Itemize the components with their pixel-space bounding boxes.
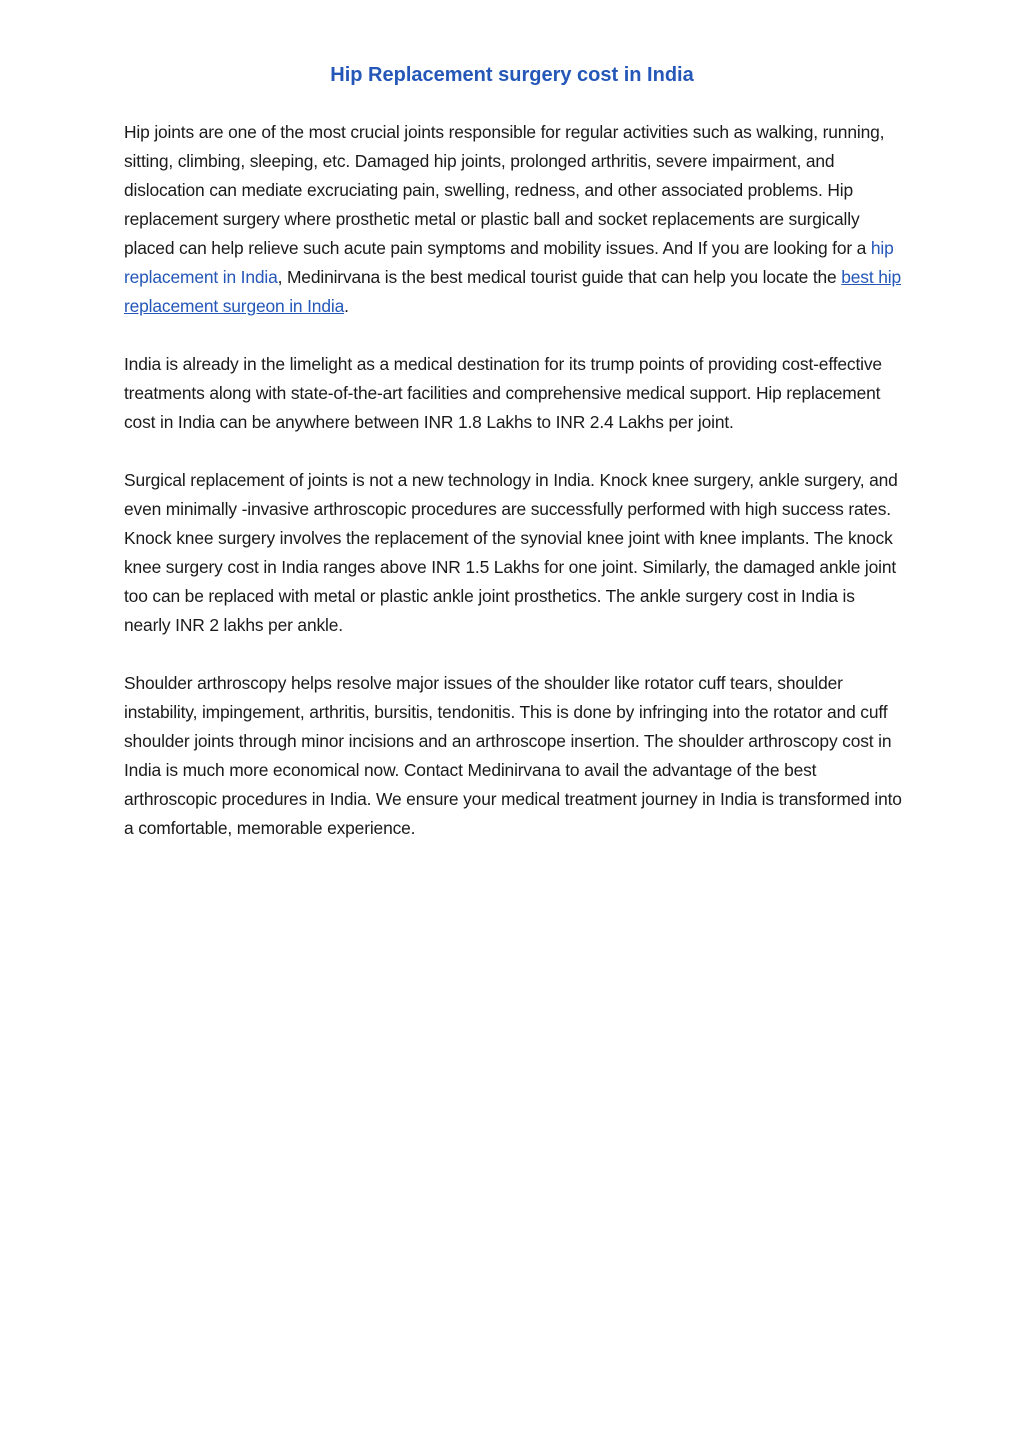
best-surgeon-link[interactable]: best hip replacement surgeon in India: [124, 267, 901, 316]
paragraph-cost: India is already in the limelight as a medical destination for its trump points of providing cost-effective treatments along with state-of-the-art facilities and comprehensive medical support. Hip replacement cost in India can be anywhere between INR 1.8 Lakhs to INR 2.4 Lakhs per joint.: [124, 354, 882, 432]
page-title: Hip Replacement surgery cost in India: [330, 64, 694, 86]
paragraph-shoulder: Shoulder arthroscopy helps resolve major issues of the shoulder like rotator cuff tears, shoulder instability, impingement, arthritis, bursitis, tendonitis. This is done by infringing into the rotator and cuff shoulder joints through minor incisions and an arthroscope insertion. The shoulder arthroscopy cost in India is much more economical now. Contact Medinirvana to avail the advantage of the best arthroscopic procedures in India. We ensure your medical treatment journey in India is transformed into a comfortable, memorable experience.: [124, 673, 902, 838]
paragraph-intro-text-a: Hip joints are one of the most crucial joints responsible for regular activities such as walking, running, sitting, climbing, sleeping, etc. Damaged hip joints, prolonged arthritis, severe impairment, and dislocation can mediate excruciating pain, swelling, redness, and other associated problems. Hip replacement surgery where prosthetic metal or plastic ball and socket replacements are surgically placed can help relieve such acute pain symptoms and mobility issues. And If you are looking for a: [124, 122, 885, 258]
paragraph-intro-text-b: , Medinirvana is the best medical tourist guide that can help you locate the: [277, 267, 842, 287]
paragraph-intro: [124, 118, 902, 321]
paragraph-knee-ankle: Surgical replacement of joints is not a new technology in India. Knock knee surgery, ankle surgery, and even minimally -invasive arthroscopic procedures are successfully performed with high success rates. Knock knee surgery involves the replacement of the synovial knee joint with knee implants. The knock knee surgery cost in India ranges above INR 1.5 Lakhs for one joint. Similarly, the damaged ankle joint too can be replaced with metal or plastic ankle joint prosthetics. The ankle surgery cost in India is nearly INR 2 lakhs per ankle.: [124, 470, 898, 635]
hip-replacement-link[interactable]: hip replacement in India: [124, 238, 894, 287]
document-body: [124, 118, 902, 872]
paragraph-intro-text-c: .: [344, 296, 349, 316]
